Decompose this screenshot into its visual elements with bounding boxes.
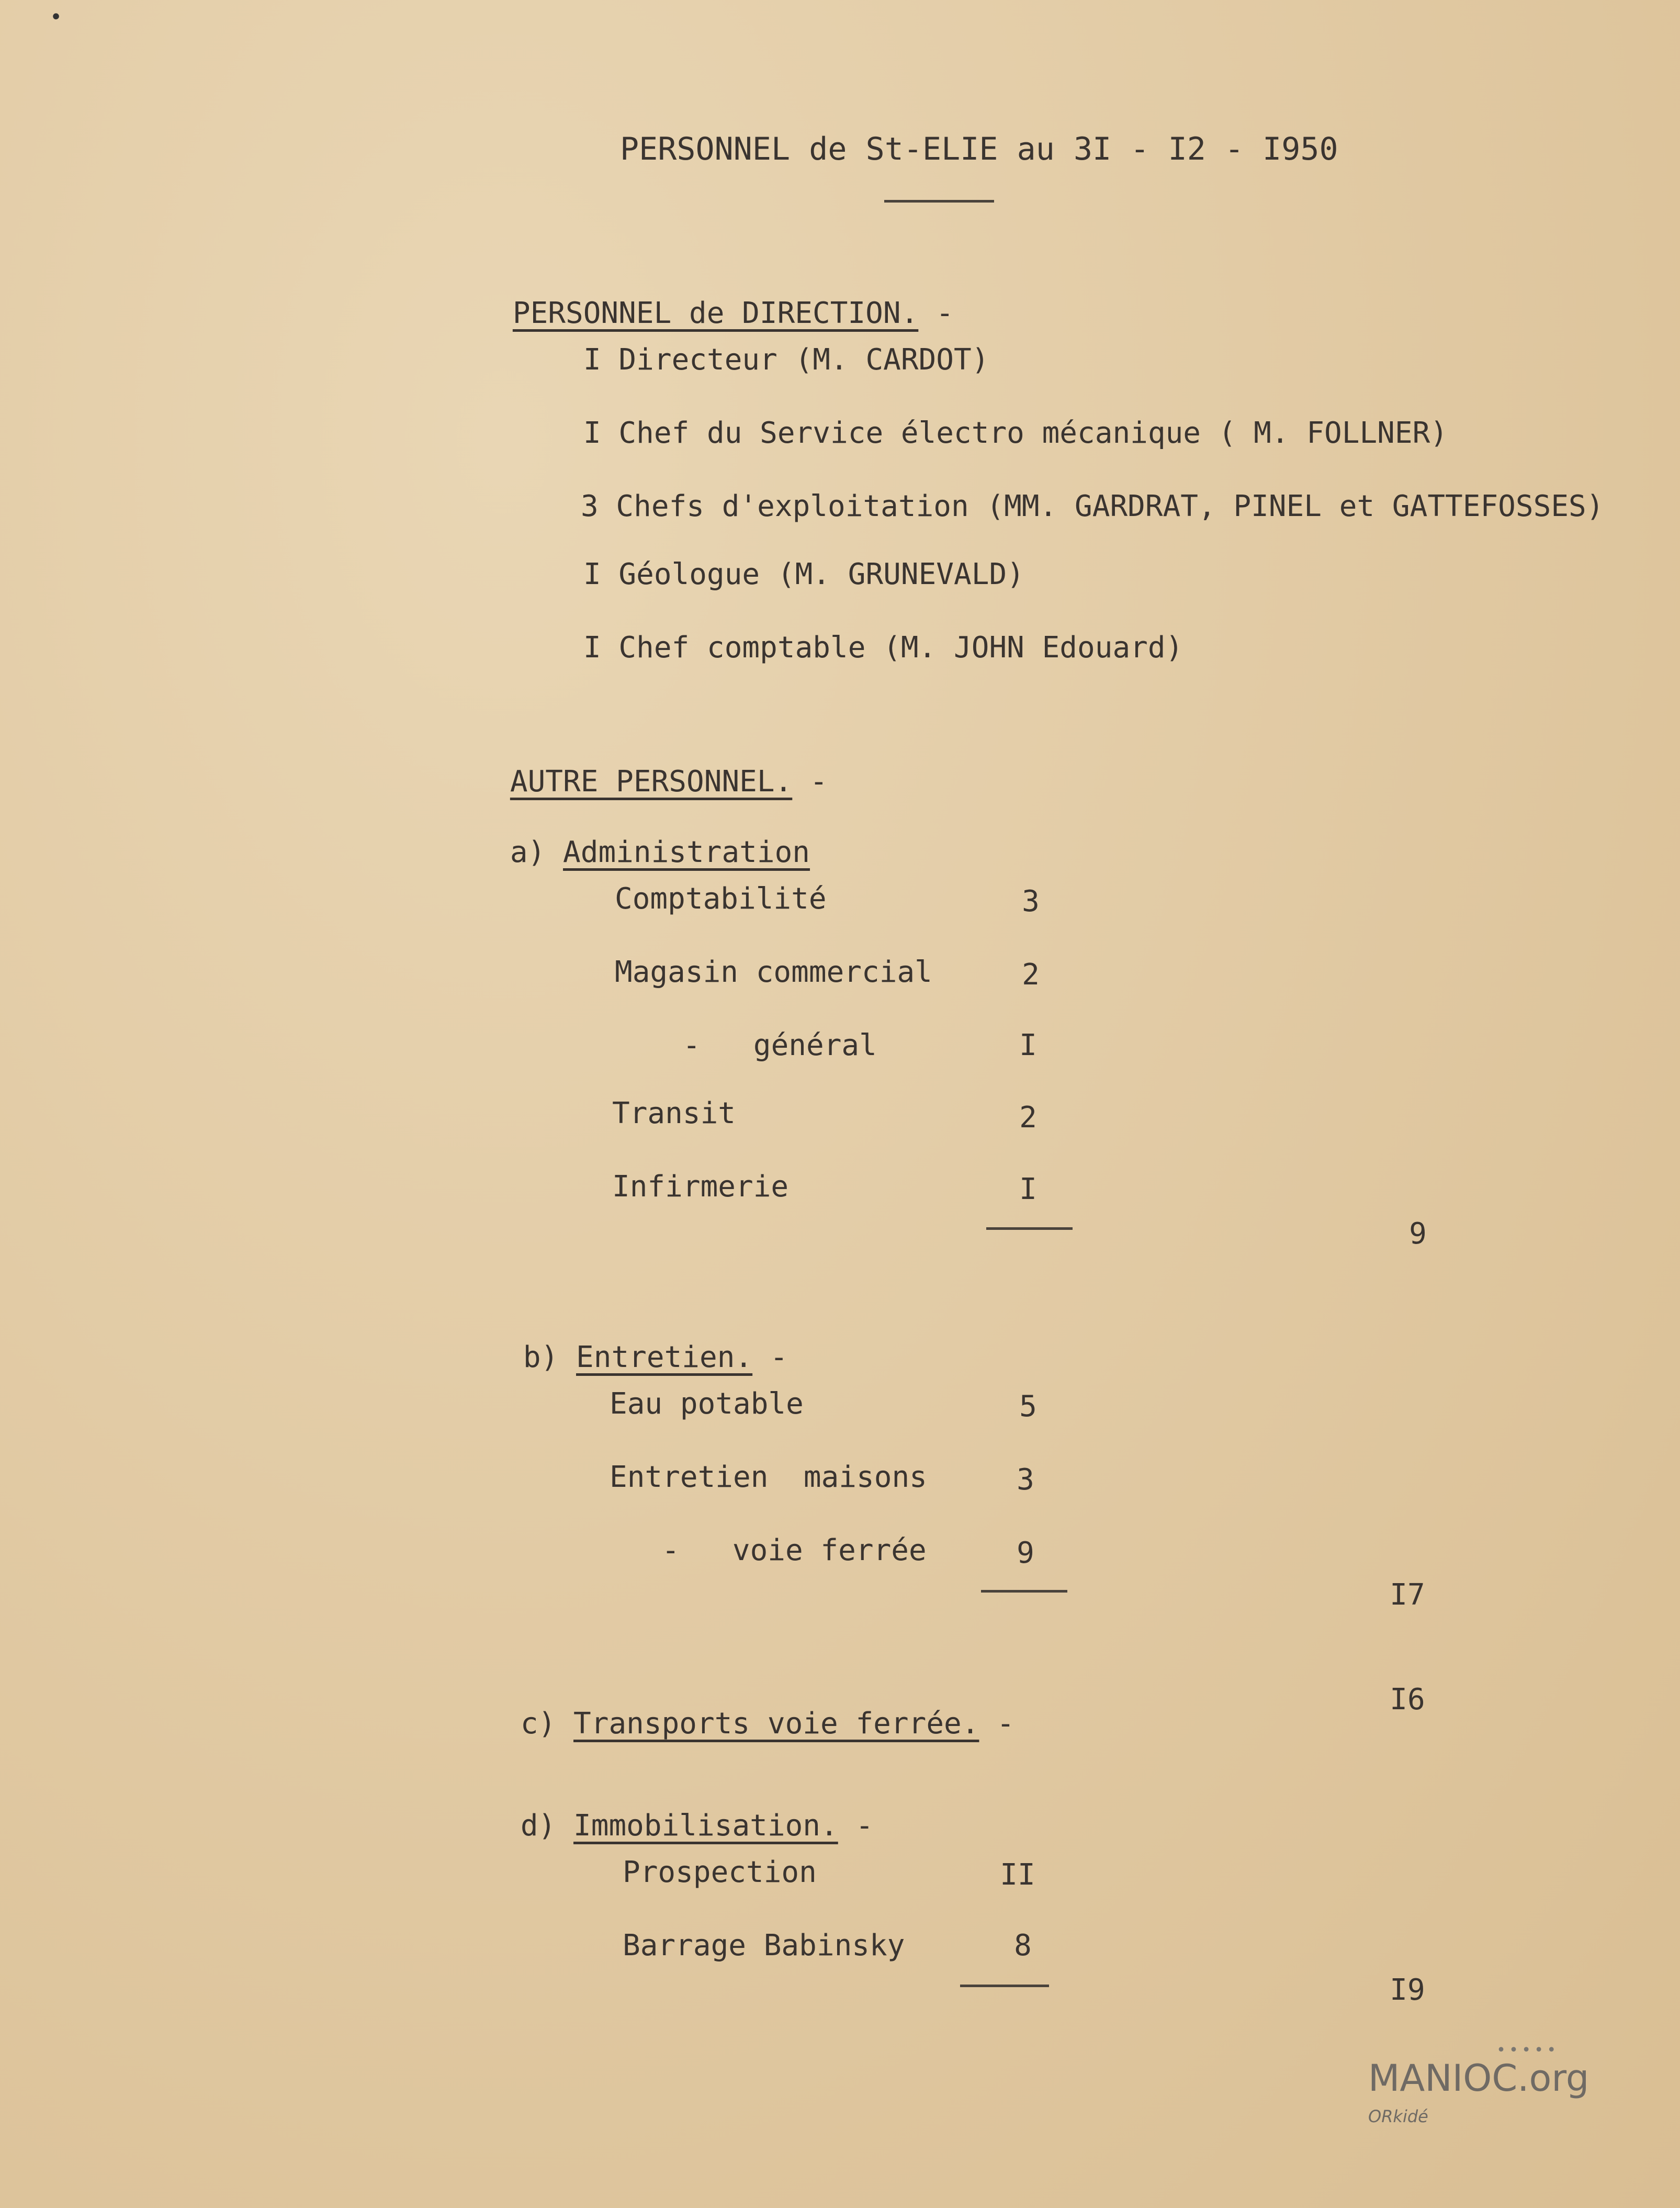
immo-row-label: Barrage Babinsky — [623, 1929, 905, 1963]
entretien-row-value: 5 — [1019, 1389, 1037, 1424]
autre-heading: AUTRE PERSONNEL. — [510, 765, 793, 799]
direction-item: I Chef du Service électro mécanique ( M. FOLLNER) — [583, 416, 1448, 450]
direction-item: I Directeur (M. CARDOT) — [583, 343, 989, 377]
direction-item: I Géologue (M. GRUNEVALD) — [583, 557, 1024, 591]
transports-total: I6 — [1390, 1683, 1425, 1717]
immo-letter: d) — [520, 1809, 556, 1843]
admin-row-value: 2 — [1022, 958, 1040, 992]
admin-row-label: Comptabilité — [615, 882, 827, 916]
entretien-row-value: 3 — [1017, 1463, 1034, 1497]
logo-name: MANIOC.org — [1368, 2057, 1589, 2100]
page-title: PERSONNEL de St-ELIE au 3I - I2 - I950 — [620, 131, 1338, 167]
manioc-logo — [1368, 2041, 1604, 2146]
admin-row-label: Magasin commercial — [615, 955, 932, 989]
immo-row-value: II — [1000, 1858, 1035, 1892]
transports-letter: c) — [520, 1707, 556, 1741]
entretien-sum-rule — [981, 1590, 1067, 1593]
entretien-total: I7 — [1390, 1578, 1425, 1612]
immo-row-value: 8 — [1014, 1929, 1032, 1963]
entretien-row-label: Entretien maisons — [610, 1460, 927, 1494]
logo-dots: ••••• — [1496, 2041, 1560, 2059]
admin-sum-rule — [986, 1227, 1073, 1230]
entretien-row-label: - voie ferrée — [662, 1533, 927, 1567]
entretien-row-label: Eau potable — [610, 1387, 804, 1421]
immo-row-label: Prospection — [623, 1855, 817, 1889]
admin-total: 9 — [1409, 1217, 1427, 1251]
admin-row-label: Infirmerie — [612, 1170, 789, 1204]
transports-heading: Transports voie ferrée. — [573, 1707, 979, 1741]
admin-row-value: 2 — [1019, 1101, 1037, 1135]
ink-mark: • — [50, 5, 63, 29]
admin-row-label: Transit — [612, 1096, 736, 1130]
entretien-dash: - — [752, 1340, 788, 1374]
logo-subtitle: ORkidé — [1368, 2106, 1428, 2126]
entretien-heading: Entretien. — [576, 1340, 753, 1374]
title-underline — [884, 200, 994, 203]
admin-heading: Administration — [563, 835, 810, 869]
direction-item: 3 Chefs d'exploitation (MM. GARDRAT, PINEL et GATTEFOSSES) — [581, 489, 1604, 523]
immo-heading: Immobilisation. — [573, 1809, 838, 1843]
transports-heading-line — [450, 1680, 1014, 1768]
entretien-row-value: 9 — [1017, 1536, 1034, 1570]
autre-dash: - — [792, 765, 828, 799]
immo-dash: - — [838, 1809, 874, 1843]
admin-row-value: I — [1019, 1172, 1037, 1206]
immo-sum-rule — [960, 1985, 1049, 1987]
immo-total: I9 — [1390, 1973, 1425, 2007]
transports-dash: - — [979, 1707, 1014, 1741]
admin-row-value: 3 — [1022, 884, 1040, 918]
admin-letter: a) — [510, 835, 546, 869]
admin-row-label: - général — [683, 1028, 877, 1062]
direction-dash: - — [918, 296, 954, 330]
direction-heading: PERSONNEL de DIRECTION. — [512, 296, 919, 330]
admin-row-value: I — [1019, 1028, 1037, 1062]
entretien-letter: b) — [523, 1340, 559, 1374]
direction-item: I Chef comptable (M. JOHN Edouard) — [583, 631, 1183, 665]
